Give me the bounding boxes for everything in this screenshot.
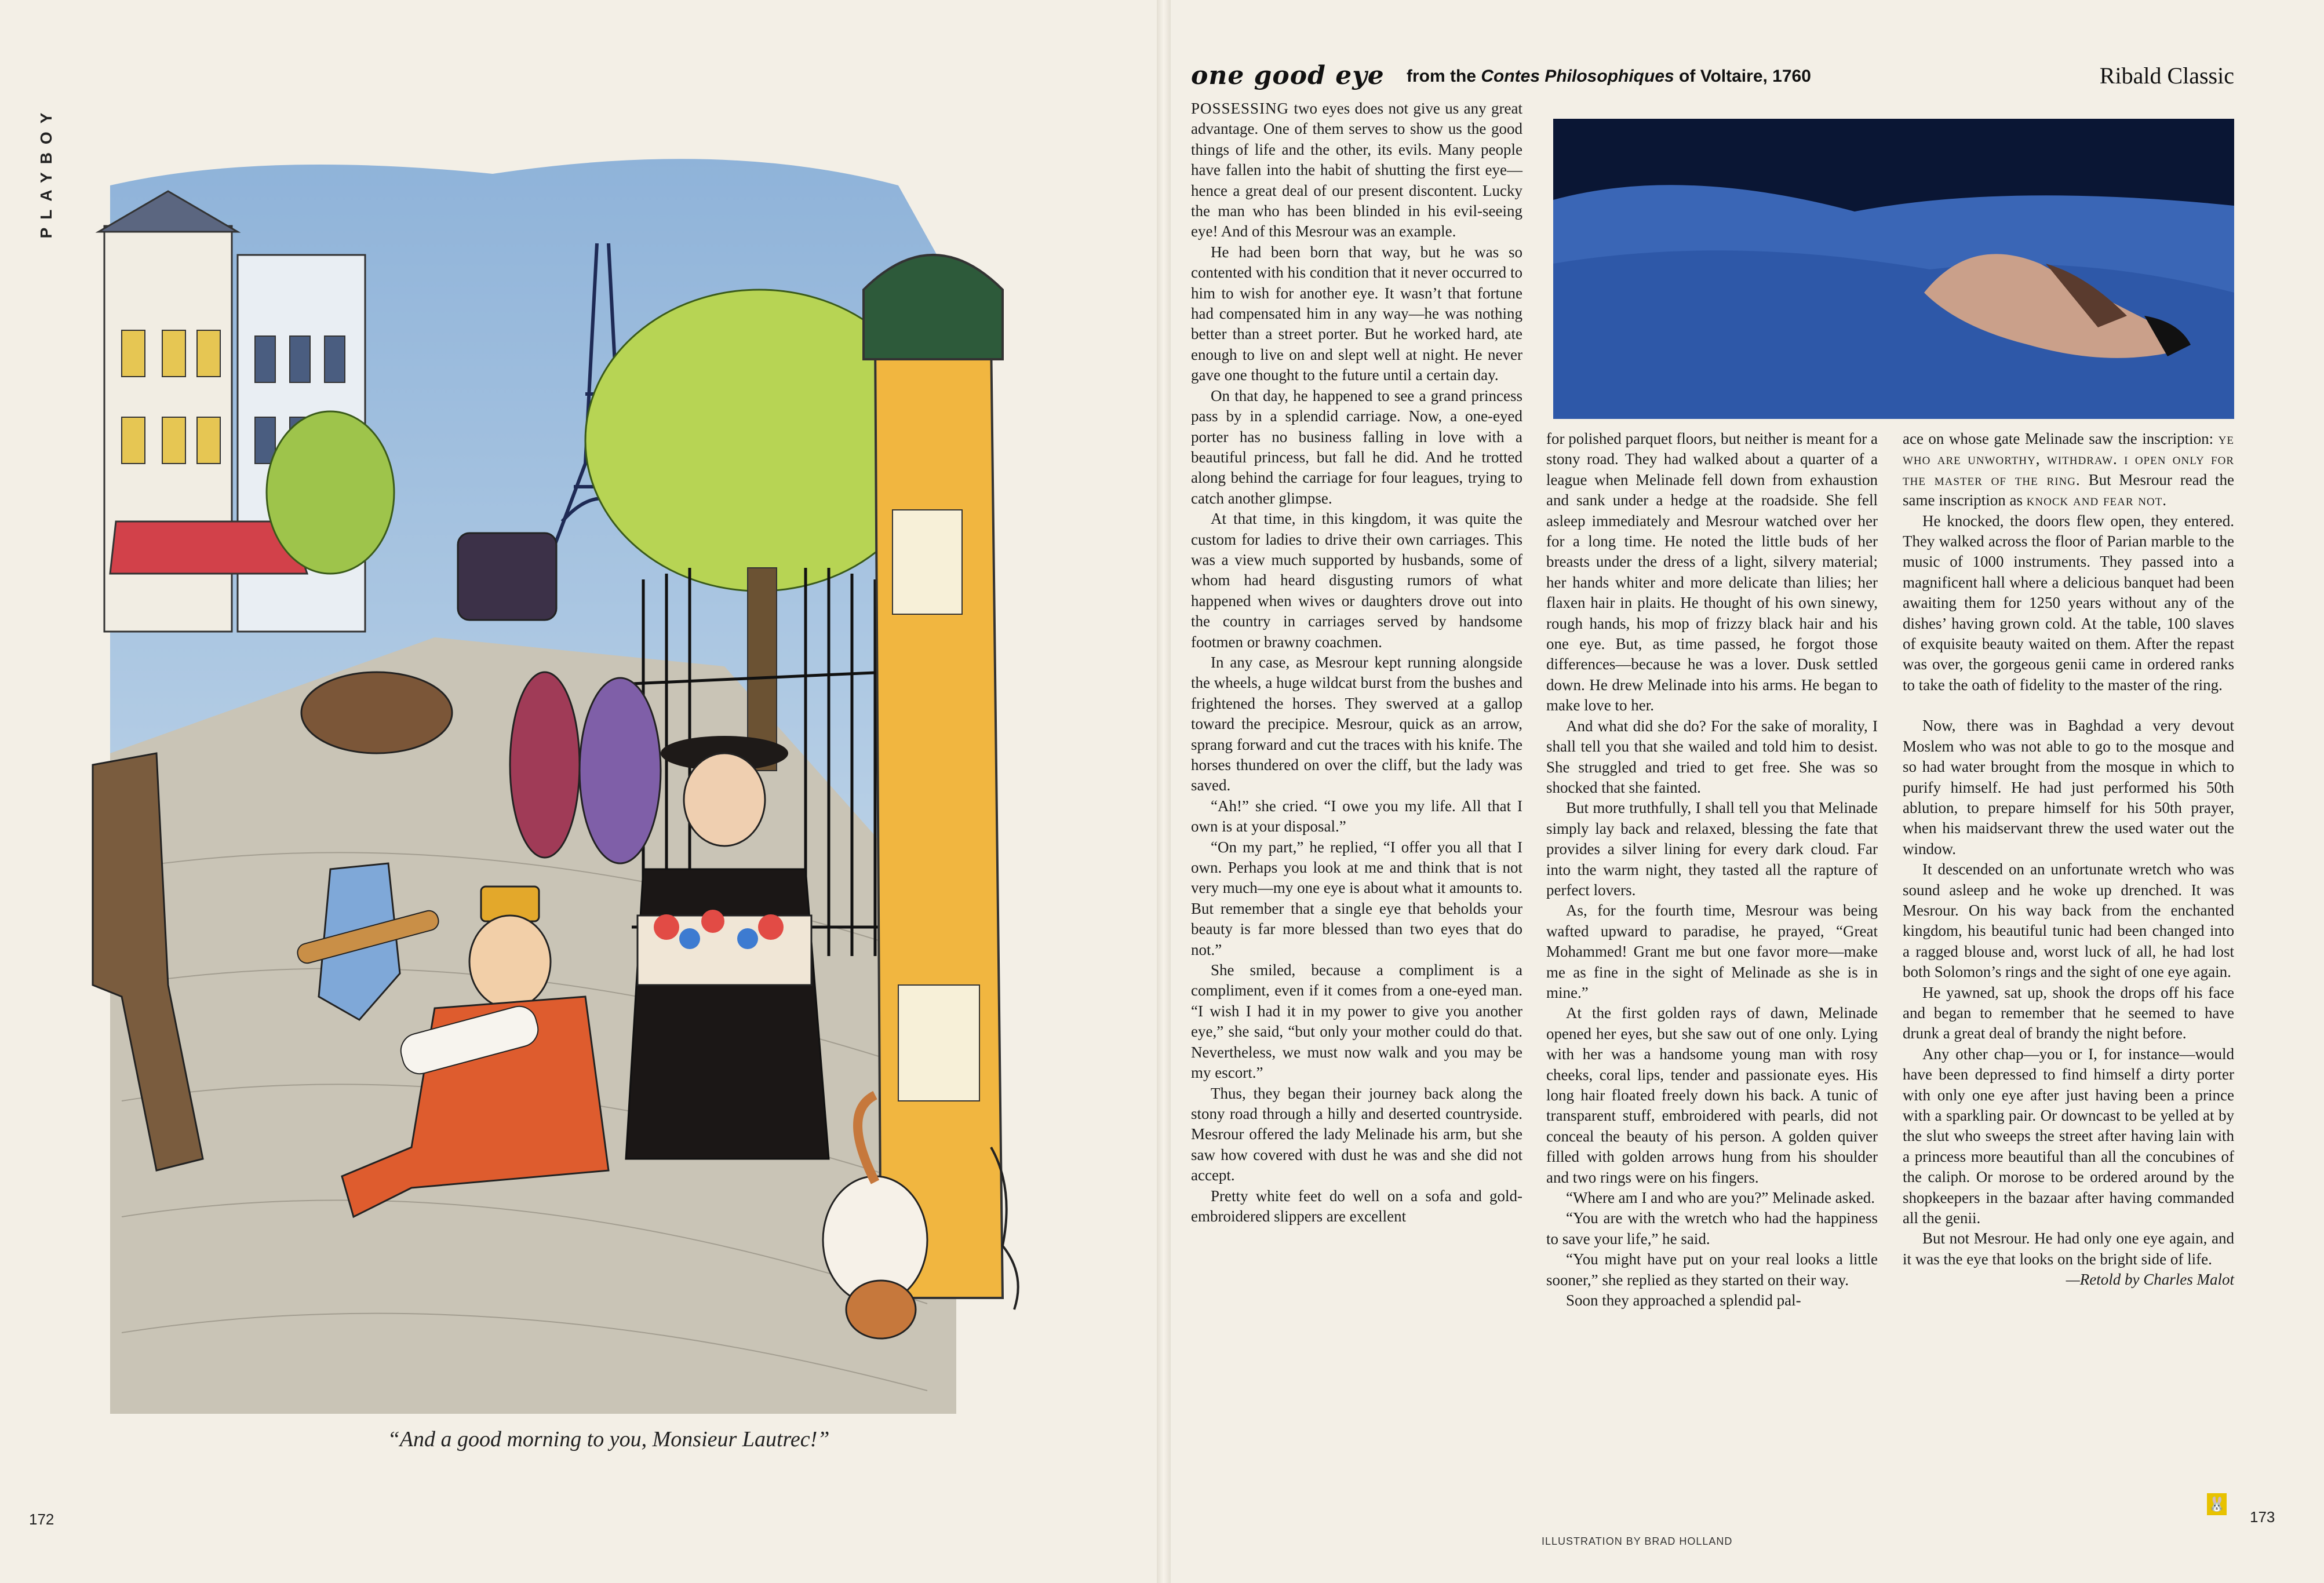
- column-2-paragraph: Soon they approached a splendid pal-: [1566, 1292, 1801, 1310]
- source-work: Contes Philosophiques: [1481, 67, 1674, 86]
- column-2-paragraph: for polished parquet floors, but neither is meant for a stony road. They had walked about a quarter of a league when Melinade fell down from exhaustion and sank under a hedge at the roadside. She fell asleep immediately and Mesrour watched over her for a long time. He noted the little buds of her breasts under the dress of a light, silvery material; her hands whiter and more delicate than lilies; her flaxen hair in plaits. He thought of his own sinewy, rough hands, his mop of frizzy black hair and his one eye. But, as time passed, he forgot those differences—because he was a lover. Dusk settled down. He drew Melinade into his arms. He began to make love to her.: [1546, 430, 1878, 714]
- illustration-night-scene: [1553, 119, 2234, 419]
- column-1-paragraph: “On my part,” he replied, “I offer you all that I own. Perhaps you look at me and think that is not very much—my one eye is about what it amounts to. But remember that a single eye that beholds your beauty is far more blessed than two eyes that do not.”: [1191, 838, 1522, 958]
- inscription-text: ye who are unworthy, withdraw. i open only for the master of the ring.: [1903, 430, 2234, 488]
- column-3-paragraph: ace on whose gate Melinade saw the inscription: ye who are unworthy, withdraw. i open only for the master of the ring. But Mesrour read the same inscription as knock and fear not.: [1903, 430, 2234, 509]
- column-3-paragraph: Now, there was in Baghdad a very devout Moslem who was not able to go to the mosque and so had water brought from the mosque in which to purify himself. He had just performed his 50th ablution, to prepare himself for his 50th prayer, when his maidservant threw the used water out the window.: [1903, 717, 2234, 858]
- column-2-paragraph: “Where am I and who are you?” Melinade asked.: [1566, 1189, 1875, 1207]
- cartoon-illustration: [87, 116, 1084, 1425]
- column-3-paragraph: It descended on an unfortunate wretch who was sound asleep and he woke up drenched. It was Mesrour. On his way back from the enchanted kingdom, his beautiful tunic had been changed into a ragged blouse and, worst luck of all, he had lost both Solomon’s rings and the sight of one eye again.: [1903, 860, 2234, 981]
- column-2-paragraph: And what did she do? For the sake of morality, I shall tell you that she wailed and told him to desist. She struggled and tried to get free. She was so shocked that she fainted.: [1546, 717, 1878, 796]
- section-label: Ribald Classic: [2099, 63, 2234, 89]
- story-title: one good eye: [1191, 61, 1385, 90]
- column-1-paragraph: She smiled, because a compliment is a compliment, even if it comes from a one-eyed man. “I wish I had it in my power to give you another eye,” she said, “but only your mother could do that. Nevertheless, we must now walk and you may be my escort.”: [1191, 961, 1522, 1082]
- carriage: [458, 533, 556, 620]
- column-2-paragraph: As, for the fourth time, Mesrour was being wafted upward to paradise, he prayed, “Great Mohammed! Grant me but one favor more—make me as fine in the sight of Melinade as she is in mine.”: [1546, 902, 1878, 1001]
- column-2-paragraph: “You might have put on your real looks a little sooner,” she replied as they started on their way.: [1546, 1250, 1878, 1289]
- illustration-credit: ILLUSTRATION BY BRAD HOLLAND: [1542, 1535, 1733, 1547]
- story-column-2: [1546, 429, 1878, 1311]
- source-prefix: from the: [1407, 67, 1481, 86]
- story-header: [1191, 61, 2234, 96]
- lady-purple-dress: [580, 678, 661, 863]
- column-3-body: [1903, 429, 2234, 1270]
- column-1-paragraph: On that day, he happened to see a grand princess pass by in a splendid carriage. Now, a one-eyed porter has no business falling in love with a beautiful princess, but fall he did. And he trotted along behind the carriage for four leagues, trying to catch another glimpse.: [1191, 386, 1522, 507]
- column-1-paragraph: Thus, they began their journey back along the stony road through a hilly and deserted countryside. Mesrour offered the lady Melinade his arm, but she saw how covered with dust he was and she did not accept.: [1191, 1084, 1522, 1184]
- story-illustration-photo: [1553, 119, 2234, 419]
- lady-red-dress: [510, 672, 580, 858]
- cartoon-caption: “And a good morning to you, Monsieur Lautrec!”: [387, 1427, 830, 1451]
- page-gutter: [1157, 0, 1171, 1583]
- folio-right: 173: [2250, 1508, 2275, 1526]
- advertising-column: [875, 313, 1003, 1298]
- rabbit-head-icon: 🐰: [2207, 1493, 2227, 1515]
- column-1-paragraph: At that time, in this kingdom, it was quite the custom for ladies to drive their own carriages. This was a view much supported by husbands, some of whom had heard disgusting rumors of what happened when wives or daughters drove out into the country in carriages served by handsome footmen or brawny coachmen.: [1191, 510, 1522, 651]
- story-signoff: —Retold by Charles Malot: [2066, 1271, 2234, 1289]
- column-3-paragraph: Any other chap—you or I, for instance—would have been depressed to find himself a dirty porter with only one eye after just having been a prince with a sparkling pair. Or downcast to be yelled at by the slut who sweeps the street after having lain with a princess more beautiful than all the concubines of the caliph. Or morose to be ordered around by the shopkeepers in the bazaar after having commanded all the genii.: [1903, 1045, 2234, 1227]
- folio-left: 172: [29, 1511, 54, 1528]
- column-3-paragraph: But not Mesrour. He had only one eye again, and it was the eye that looks on the bright side of life.: [1903, 1230, 2234, 1268]
- story-source: [1407, 67, 1811, 86]
- column-2-paragraph: “You are with the wretch who had the happiness to save your life,” he said.: [1546, 1209, 1878, 1248]
- column-3-paragraph: He yawned, sat up, shook the drops off his face and began to remember that he seemed to have drunk a great deal of brandy the night before.: [1903, 983, 2234, 1042]
- column-2-paragraph: At the first golden rays of dawn, Melinade opened her eyes, but she saw out of one only. Lying with her was a handsome young man with rosy cheeks, coral lips, tender and passionate eyes. His long hair floated freely down his back. A tunic of transparent stuff, embroidered with pearls, did not conceal the beauty of his person. A golden quiver filled with golden arrows hung from his shoulder and two rings were on his fingers.: [1546, 1004, 1878, 1186]
- column-1-paragraph: Pretty white feet do well on a sofa and gold-embroidered slippers are excellent: [1191, 1187, 1522, 1225]
- column-2-paragraph: But more truthfully, I shall tell you that Melinade simply lay back and relaxed, blessing the fate that provides a silver lining for every dark cloud. Far into the warm night, they tasted all the rapture of perfect lovers.: [1546, 799, 1878, 899]
- column-1-paragraph: In any case, as Mesrour kept running alongside the wheels, a huge wildcat burst from the bushes and frightened the horses. They swerved at a gallop toward the precipice. Mesrour, quick as an arrow, sprang forward and cut the traces with his knife. The horses thundered on over the cliff, but the lady was saved.: [1191, 653, 1522, 794]
- horse: [301, 672, 452, 753]
- source-suffix: of Voltaire, 1760: [1674, 67, 1811, 86]
- drop-lead-word: POSSESSING: [1191, 100, 1290, 117]
- inscription-text: knock and fear not.: [2026, 491, 2168, 509]
- column-3-paragraph: He knocked, the doors flew open, they entered. They walked across the floor of Parian marble to the music of 1000 instruments. They passed into a magnificent hall where a delicious banquet had been awaiting them for 1250 years without any of the dishes’ having grown cold. At the table, 100 slaves of exquisite beauty waited on them. After the repast was over, the gorgeous genii came in ordered ranks to take the oath of fidelity to the master of the ring.: [1903, 512, 2234, 694]
- column-1-paragraph: “Ah!” she cried. “I owe you my life. All that I own is at your disposal.”: [1191, 797, 1522, 836]
- masthead-text: PLAYBOY: [37, 104, 55, 239]
- tree-left: [267, 411, 394, 574]
- column-1-paragraph: POSSESSING two eyes does not give us any great advantage. One of them serves to show us the good things of life and the other, its evils. Many people have fallen into the habit of shutting the first eye—hence a great deal of our present discontent. Lucky the man who has been blinded in his evil-seeing eye! And of this Mesrour was an example.: [1191, 100, 1522, 240]
- story-column-1: [1191, 99, 1522, 1227]
- story-column-3: [1903, 429, 2234, 1290]
- column-1-paragraph: He had been born that way, but he was so contented with his condition that it never occurred to him to wish for another eye. It wasn’t that fortune had compensated him in any way—he was nothing better than a street porter. But he worked hard, ate enough to live on and slept well at night. He never gave one thought to the future until a certain day.: [1191, 243, 1522, 384]
- masthead: [35, 81, 58, 267]
